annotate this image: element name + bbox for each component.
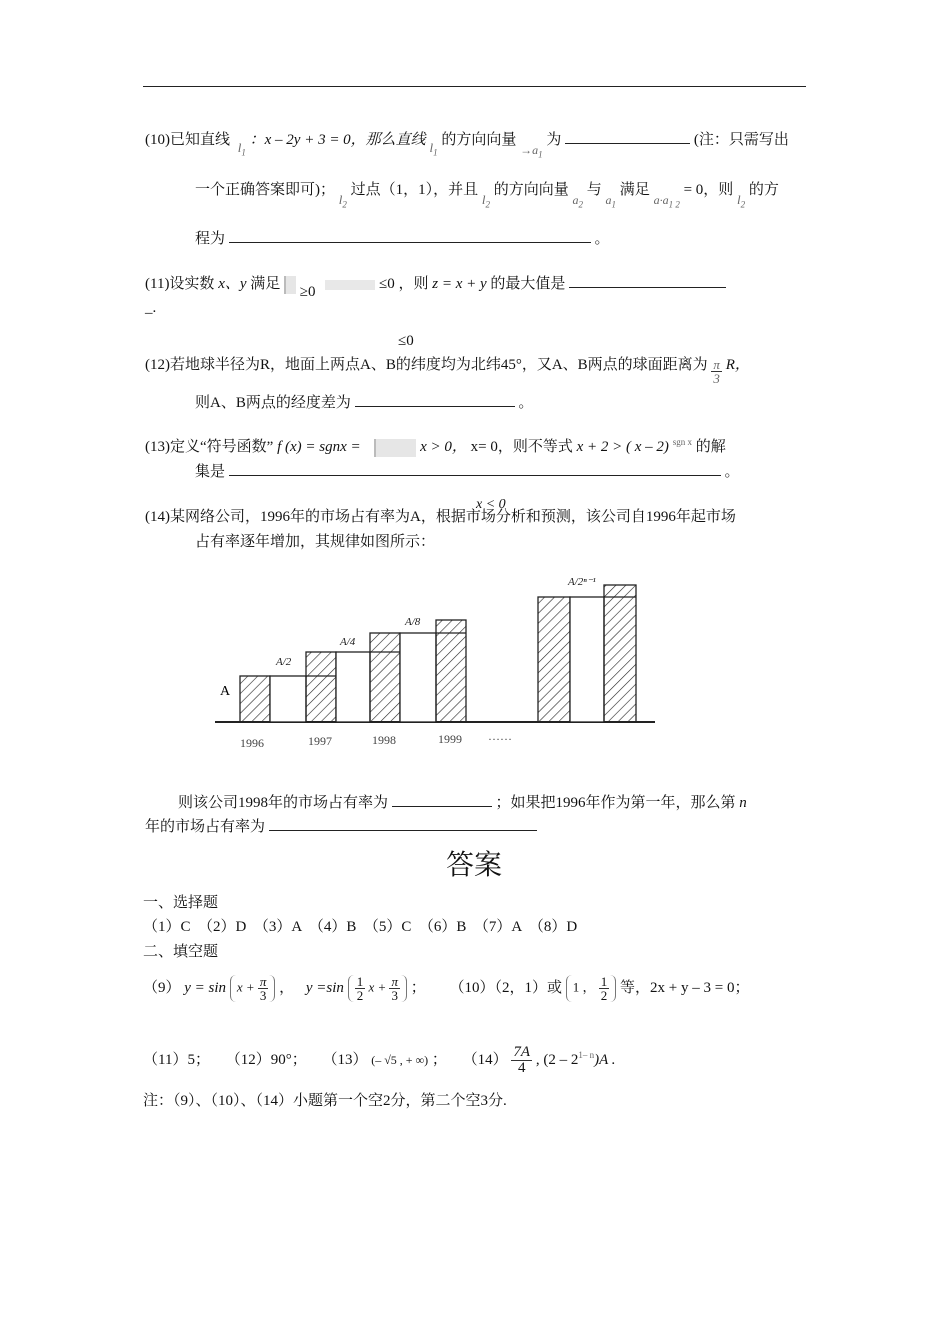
a9-label: （9） — [143, 979, 181, 996]
q10-l1b: $l_1$ — [429, 140, 438, 158]
q10-l2: $l_2$ — [338, 192, 347, 210]
q13-ineq: x + 2 > ( x – 2) — [576, 439, 669, 455]
a12: （12）90°； — [225, 1051, 307, 1068]
bar-1996 — [240, 676, 270, 722]
q11-smudge — [325, 280, 375, 290]
q11-cond: ≥0 — [299, 284, 316, 300]
q10-line2-intro: 一个正确答案即可)； — [195, 182, 335, 198]
answers-mc: （1）C （2）D （3）A （4）B （5）C （6）B （7）A （8）D — [143, 919, 578, 935]
q12-blank[interactable] — [355, 391, 515, 407]
q13-line1 — [145, 435, 726, 457]
q10-manzu: 满足 — [619, 182, 650, 198]
bar-1999 — [436, 620, 466, 722]
year-1998: 1998 — [372, 733, 396, 747]
answers-sec1: 一、选择题 — [143, 895, 219, 911]
q10-line1 — [145, 128, 789, 160]
answer-11-14 — [143, 1045, 615, 1076]
bar-1998 — [370, 633, 400, 722]
q14-blank-1[interactable] — [392, 791, 492, 807]
figure-label-A: A — [220, 684, 231, 699]
q10-yu: 与 — [586, 182, 602, 198]
q12-line2 — [195, 391, 533, 412]
a14-end: )A . — [594, 1051, 616, 1068]
q12-line1 — [145, 352, 750, 386]
q10-note: (注：只需写出 — [693, 132, 789, 148]
a9-semi: ； — [410, 979, 426, 996]
year-1999: 1999 — [438, 732, 462, 746]
q10-intro: (10)已知直线 — [145, 132, 230, 148]
q14-line4 — [145, 815, 537, 836]
header-rule — [143, 86, 806, 87]
q12-R: R， — [725, 356, 750, 373]
a9-y2: y =sin — [305, 979, 344, 996]
q10-eq0: = 0，则 — [683, 182, 734, 198]
q13-blank[interactable] — [229, 460, 721, 476]
a13-value: (– √5 , + ∞) — [371, 1052, 429, 1067]
bar-1998-base — [336, 652, 370, 722]
q10-dir2: 的方向向量 — [493, 182, 569, 198]
bar-n-base — [570, 597, 604, 722]
q13-line2 — [195, 460, 740, 481]
q11-line1 — [145, 272, 726, 300]
q10-dot-expr: a·a1 2 — [653, 193, 680, 210]
q10-l2c: $l_2$ — [737, 192, 746, 210]
q11-max: 的最大值是 — [490, 276, 566, 292]
q10-defang: 的方 — [748, 182, 779, 198]
a13-label: （13） — [322, 1051, 368, 1068]
q10-line3 — [195, 227, 610, 248]
q14-line3 — [178, 791, 747, 812]
q11-le0-below: ≤0 — [398, 333, 414, 349]
q11-then: ，则 — [398, 276, 429, 292]
q14-line3-text: 则该公司1998年的市场占有率为 — [178, 795, 389, 811]
q13-xgt: x > 0， — [420, 439, 467, 455]
q10-a1: →a1 — [520, 143, 543, 160]
a10-tail: 等，2x + y – 3 = 0； — [620, 979, 750, 996]
market-share-figure — [210, 565, 670, 760]
q11-blank[interactable] — [569, 272, 726, 288]
q11-system-brace — [284, 276, 296, 294]
label-A-over-8: A/8 — [405, 616, 421, 628]
label-A-over-4: A/4 — [340, 636, 356, 648]
year-ellipsis: …… — [488, 729, 512, 743]
q11-objective: z = x + y — [432, 276, 487, 292]
bar-1997-base — [270, 676, 306, 722]
q10-l2b: $l_2$ — [481, 192, 491, 210]
q14-n: n — [739, 795, 747, 811]
a14-fraction: $\frac{7A}{4}$ — [513, 1044, 531, 1076]
a9-paren-2: $\frac{1}{2}$ x + $\frac{\pi}{3}$ — [348, 975, 407, 1002]
q10-dir-text: 的方向向量 — [441, 132, 517, 148]
q12-line2-text: 则A、B两点的经度差为 — [195, 395, 351, 411]
answers-note: 注：（9）、（10）、（14）小题第一个空2分，第二个空3分. — [143, 1093, 507, 1109]
q10-equation: ：x – 2y + 3 = 0，那么直线 — [249, 132, 426, 148]
a13-semi: ； — [431, 1051, 447, 1068]
q13-line2-text: 集是 — [195, 464, 226, 480]
q10-a2: a2 — [572, 193, 584, 210]
answers-sec2: 二、填空题 — [143, 944, 219, 960]
q13-intro: (13)定义“符号函数” — [145, 439, 274, 455]
answer-9-10 — [143, 975, 749, 1002]
a9-comma: ， — [279, 979, 295, 996]
q13-exponent: sgn x — [672, 437, 692, 447]
q13-brace — [374, 439, 416, 457]
q12-fraction: $\frac{\pi}{3}$ — [713, 357, 720, 386]
q10-wei: 为 — [546, 132, 562, 148]
bar-n-minus-1 — [538, 597, 570, 722]
bar-1999-base — [400, 633, 436, 722]
year-1997: 1997 — [308, 734, 332, 748]
q10-blank-2[interactable] — [229, 227, 591, 243]
answers-title: 答案 — [446, 848, 503, 881]
a14-exp: 1– n — [578, 1049, 595, 1060]
q10-a1c: a1 — [605, 193, 617, 210]
q14-blank-2[interactable] — [269, 815, 537, 831]
q13-xle: x < 0 — [476, 497, 506, 512]
a10-vector: 1 ， $\frac{1}{2}$ — [566, 975, 617, 1002]
q13-dejie: 的解 — [695, 439, 726, 455]
a11: （11）5； — [143, 1051, 210, 1068]
q14-line4-text: 年的市场占有率为 — [145, 819, 266, 835]
a14-tail: , (2 – 2 — [535, 1051, 579, 1068]
q11-intro: (11)设实数 — [145, 276, 215, 292]
q14-line2: 占有率逐年增加，其规律如图所示： — [195, 534, 436, 550]
q13-fx: f (x) = sgnx = — [277, 439, 361, 455]
q14-line1: (14)某网络公司，1996年的市场占有率为A，根据市场分析和预测，该公司自1996年起市场 — [145, 509, 736, 525]
q11-tail: _. — [145, 300, 157, 316]
year-1996: 1996 — [240, 736, 264, 750]
q10-blank-1[interactable] — [565, 128, 690, 144]
label-A-over-2n: A/2ⁿ⁻¹ — [568, 576, 596, 588]
a9-paren-1: x + $\frac{\pi}{3}$ — [230, 975, 276, 1002]
q14-line3-b: ；如果把1996年作为第一年，那么第 — [495, 795, 736, 811]
q10-end: 。 — [594, 231, 610, 247]
a9-y: y = sin — [184, 979, 227, 996]
label-A-over-2: A/2 — [276, 656, 292, 668]
bar-n — [604, 585, 636, 722]
q10-guo: 过点（1，1），并且 — [350, 182, 479, 198]
q12-text: (12)若地球半径为R，地面上两点A、B的纬度均为北纬45°，又A、B两点的球面距离为 — [145, 356, 708, 373]
q11-man: 满足 — [250, 276, 281, 292]
bar-1997 — [306, 652, 336, 722]
q10-cheng: 程为 — [195, 231, 226, 247]
a10-label: （10）（2，1）或 — [449, 979, 563, 996]
q12-end: 。 — [518, 395, 534, 411]
q13-xeq: x= 0，则不等式 — [470, 439, 573, 455]
q10-l1: $l_1$ — [237, 140, 246, 158]
q11-xy: x、y — [218, 276, 247, 292]
a14-label: （14） — [462, 1051, 508, 1068]
q11-le0: ≤0 — [379, 276, 395, 292]
q13-end: 。 — [724, 464, 740, 480]
